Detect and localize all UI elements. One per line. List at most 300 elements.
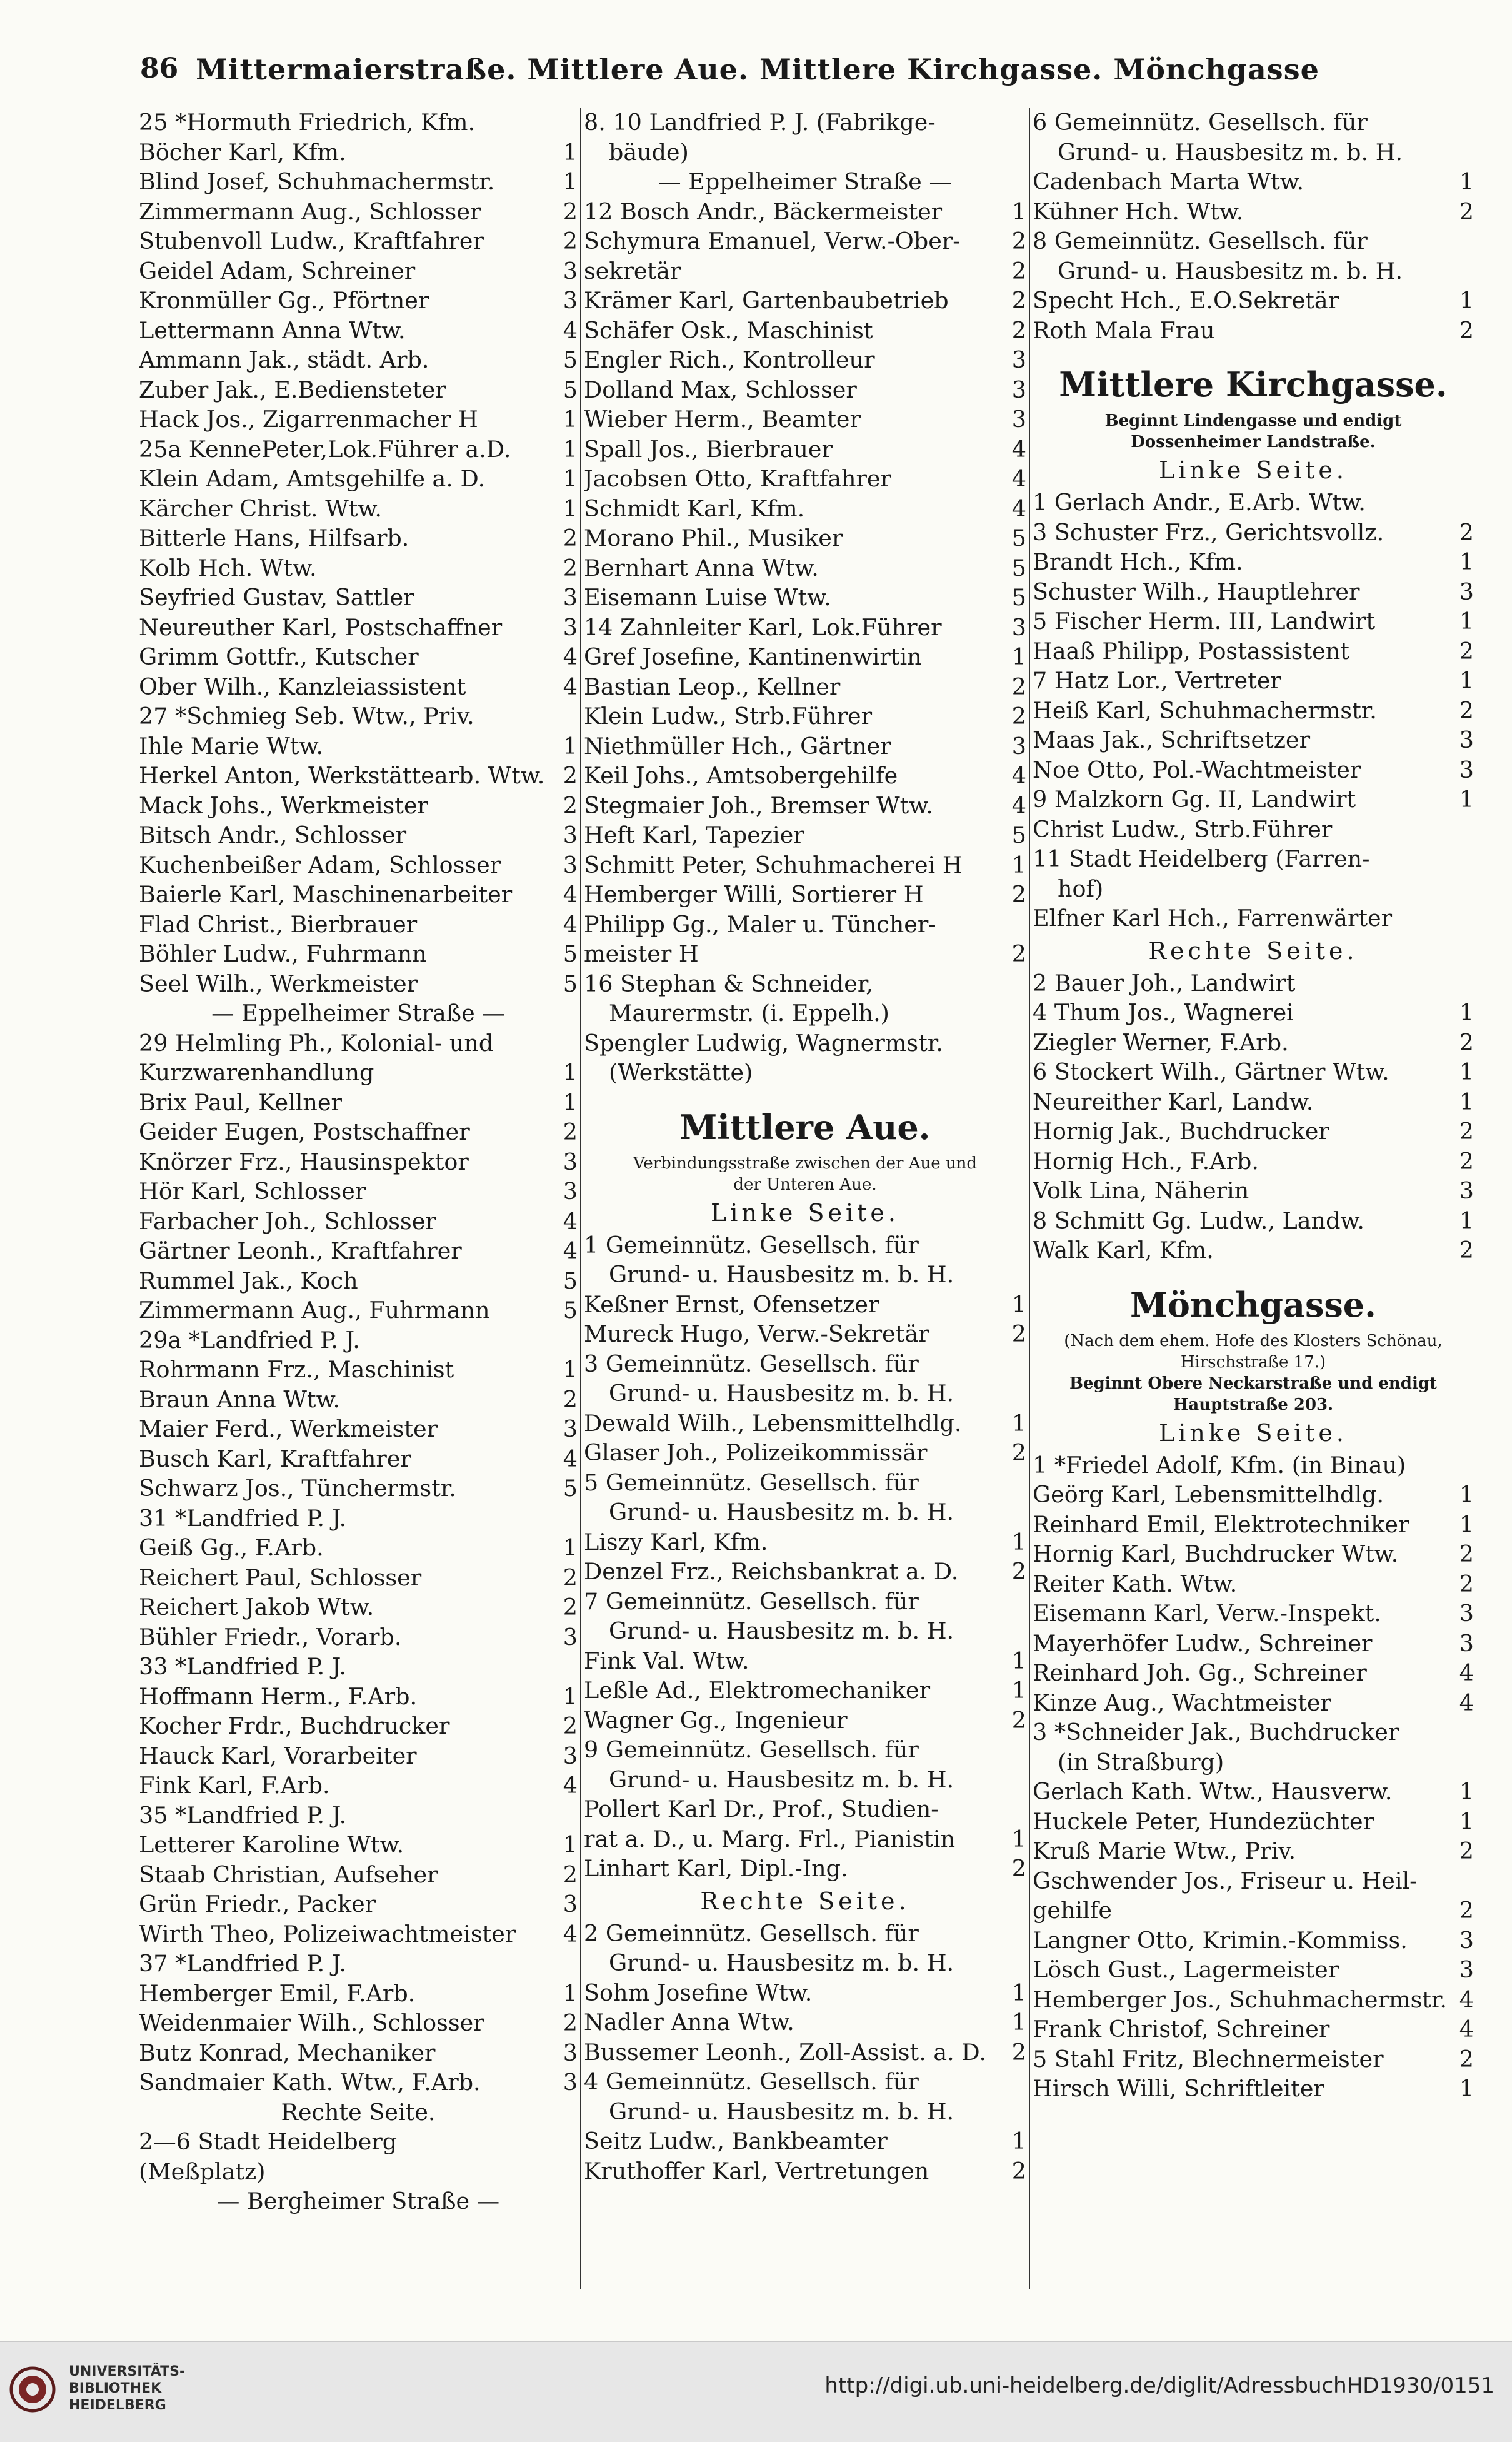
directory-entry (584, 108, 1026, 138)
directory-entry (1033, 1688, 1474, 1718)
directory-entry (139, 1652, 578, 1682)
entry-text: 7 Hatz Lor., Vertreter (1033, 667, 1281, 694)
directory-entry (1033, 316, 1474, 346)
directory-entry (1033, 1599, 1474, 1629)
floor-number: 5 (563, 346, 578, 373)
directory-entry (584, 167, 1026, 197)
entry-text: Grund- u. Hausbesitz m. b. H. (609, 1617, 954, 1644)
entry-text: Glaser Joh., Polizeikommissär (584, 1439, 928, 1466)
floor-number: 4 (563, 673, 578, 700)
entry-text: Schymura Emanuel, Verw.-Ober- (584, 228, 961, 254)
floor-number: 1 (1459, 1807, 1474, 1835)
entry-text: Gerlach Kath. Wtw., Hausverw. (1033, 1778, 1393, 1805)
floor-number: 2 (563, 1861, 578, 1888)
directory-entry (1033, 547, 1474, 577)
directory-entry (1033, 968, 1474, 998)
entry-text: Grund- u. Hausbesitz m. b. H. (1058, 257, 1403, 284)
directory-entry (584, 286, 1026, 316)
floor-number: 2 (1011, 703, 1026, 730)
directory-entry (584, 2038, 1026, 2068)
floor-number: 2 (1459, 1570, 1474, 1597)
directory-entry (1033, 998, 1474, 1028)
floor-number: 2 (1459, 637, 1474, 665)
directory-entry (584, 316, 1026, 346)
entry-text: 33 *Landfried P. J. (139, 1653, 347, 1680)
floor-number: 3 (1011, 613, 1026, 641)
entry-text: 3 Gemeinnütz. Gesellsch. für (584, 1350, 919, 1377)
side-label-left: Linke Seite. (1159, 1419, 1348, 1447)
floor-number: 2 (563, 1712, 578, 1739)
directory-entry (139, 404, 578, 435)
entry-text: Grund- u. Hausbesitz m. b. H. (1058, 138, 1403, 166)
directory-entry (139, 1711, 578, 1741)
directory-entry (584, 1438, 1026, 1468)
entry-text: 8 Schmitt Gg. Ludw., Landw. (1033, 1207, 1364, 1234)
directory-entry (139, 1830, 578, 1860)
directory-entry (1033, 1747, 1474, 1777)
entry-text: Fink Karl, F.Arb. (139, 1772, 330, 1799)
directory-entry (139, 1563, 578, 1593)
floor-number: 5 (563, 1267, 578, 1294)
entry-text: Keil Johs., Amtsobergehilfe (584, 762, 898, 789)
entry-text: Kolb Hch. Wtw. (139, 554, 317, 581)
mittlere-kirchgasse-left-entries (1033, 488, 1474, 933)
column-1 (139, 108, 578, 2296)
entry-text: 31 *Landfried P. J. (139, 1504, 347, 1532)
entry-text: Braun Anna Wtw. (139, 1385, 341, 1413)
entry-text: Hornig Hch., F.Arb. (1033, 1147, 1259, 1175)
entry-text: Grund- u. Hausbesitz m. b. H. (609, 2098, 954, 2125)
floor-number: 2 (1011, 1320, 1026, 1347)
entry-text: Kurzwarenhandlung (139, 1059, 374, 1086)
entry-text: bäude) (609, 138, 689, 166)
directory-entry (139, 1682, 578, 1712)
entry-text: Pollert Karl Dr., Prof., Studien- (584, 1796, 939, 1822)
directory-entry (139, 226, 578, 256)
floor-number: 1 (563, 1534, 578, 1561)
directory-entry (584, 1948, 1026, 1978)
entry-text: Krämer Karl, Gartenbaubetrieb (584, 287, 949, 314)
directory-entry (584, 553, 1026, 583)
floor-number: 1 (563, 435, 578, 463)
directory-entry (139, 1771, 578, 1801)
directory-entry (584, 731, 1026, 761)
directory-entry (139, 435, 578, 465)
column-divider (1029, 108, 1030, 2289)
floor-number: 1 (1459, 999, 1474, 1026)
floor-number: 4 (1011, 465, 1026, 492)
floor-number: 5 (1011, 525, 1026, 551)
directory-entry (1033, 1777, 1474, 1807)
entry-text: Kocher Frdr., Buchdrucker (139, 1712, 450, 1739)
seal-icon (9, 2366, 56, 2413)
entry-text: Schmidt Karl, Kfm. (584, 495, 805, 522)
directory-entry (139, 1622, 578, 1652)
entry-text: Wagner Gg., Ingenieur (584, 1706, 848, 1734)
floor-number: 2 (1459, 1237, 1474, 1264)
directory-entry (139, 701, 578, 731)
floor-number: 2 (563, 525, 578, 551)
entry-text: Letterer Karoline Wtw. (139, 1831, 404, 1858)
floor-number: 1 (563, 465, 578, 492)
directory-entry (139, 1801, 578, 1831)
directory-entry (584, 1978, 1026, 2008)
directory-entry (1033, 108, 1474, 138)
directory-entry (139, 2186, 578, 2216)
entry-text: 12 Bosch Andr., Bäckermeister (584, 198, 943, 225)
entry-text: Mack Johs., Werkmeister (139, 791, 428, 819)
directory-entry (584, 1319, 1026, 1349)
directory-entry (584, 820, 1026, 850)
entry-text: Schäfer Osk., Maschinist (584, 316, 873, 344)
floor-number: 2 (1011, 1558, 1026, 1585)
entry-text: Geidel Adam, Schreiner (139, 257, 416, 284)
entry-text: Hoffmann Herm., F.Arb. (139, 1682, 418, 1710)
entry-text: Lettermann Anna Wtw. (139, 316, 406, 344)
directory-entry (1033, 1896, 1474, 1926)
directory-entry (139, 791, 578, 821)
entry-text: 27 *Schmieg Seb. Wtw., Priv. (139, 703, 474, 730)
directory-entry (1033, 138, 1474, 168)
directory-entry (139, 1058, 578, 1088)
directory-entry (1033, 1717, 1474, 1747)
entry-text: Ammann Jak., städt. Arb. (139, 346, 429, 373)
floor-number: 2 (1459, 1118, 1474, 1145)
logo-line: UNIVERSITÄTS- (69, 2364, 186, 2379)
column-divider (580, 108, 581, 2289)
directory-entry (1033, 518, 1474, 548)
directory-entry (584, 880, 1026, 910)
directory-entry (139, 494, 578, 524)
floor-number: 1 (563, 495, 578, 522)
entry-text: Reinhard Joh. Gg., Schreiner (1033, 1659, 1367, 1686)
directory-entry (1033, 636, 1474, 666)
mittermaierstrasse-entries-cont (584, 108, 1026, 1088)
floor-number: 4 (563, 1920, 578, 1947)
entry-text: Elfner Karl Hch., Farrenwärter (1033, 905, 1393, 932)
entry-text: Hornig Jak., Buchdrucker (1033, 1118, 1329, 1145)
directory-entry (584, 345, 1026, 375)
entry-text: Staab Christian, Aufseher (139, 1861, 438, 1888)
floor-number: 3 (1459, 578, 1474, 605)
directory-entry (1033, 2044, 1474, 2074)
floor-number: 3 (563, 851, 578, 878)
entry-text: Reichert Jakob Wtw. (139, 1594, 374, 1620)
floor-number: 1 (1459, 2075, 1474, 2102)
entry-text: 29a *Landfried P. J. (139, 1326, 360, 1354)
directory-entry (1033, 2014, 1474, 2044)
entry-text: 2 Bauer Joh., Landwirt (1033, 969, 1296, 997)
directory-entry (1033, 1866, 1474, 1896)
floor-number: 2 (563, 228, 578, 254)
directory-entry (584, 1706, 1026, 1736)
directory-entry (139, 583, 578, 613)
entry-text: Reichert Paul, Schlosser (139, 1564, 422, 1591)
directory-entry (139, 1088, 578, 1118)
floor-number: 4 (563, 1772, 578, 1799)
floor-number: 2 (1011, 1706, 1026, 1734)
entry-text: Knörzer Frz., Hausinspektor (139, 1148, 469, 1175)
floor-number: 2 (1459, 1147, 1474, 1175)
floor-number: 1 (1011, 1290, 1026, 1318)
floor-number: 1 (563, 138, 578, 166)
directory-entry (584, 1497, 1026, 1527)
entry-text: 3 *Schneider Jak., Buchdrucker (1033, 1719, 1399, 1746)
directory-entry (1033, 666, 1474, 696)
floor-number: 4 (563, 316, 578, 344)
directory-entry (1033, 1147, 1474, 1177)
entry-text: Grund- u. Hausbesitz m. b. H. (609, 1949, 954, 1976)
directory-entry (139, 345, 578, 375)
directory-entry (139, 2068, 578, 2098)
floor-number: 4 (1011, 762, 1026, 789)
entry-text: 16 Stephan & Schneider, (584, 970, 873, 997)
viewer-footer (0, 2341, 1512, 2442)
entry-text: — Eppelheimer Straße — (211, 1000, 505, 1027)
entry-text: 25 *Hormuth Friedrich, Kfm. (139, 109, 476, 136)
directory-entry (1033, 1569, 1474, 1599)
directory-entry (139, 1295, 578, 1325)
page-header (133, 49, 1383, 93)
entry-text: Hauck Karl, Vorarbeiter (139, 1742, 417, 1769)
entry-text: Hornig Karl, Buchdrucker Wtw. (1033, 1540, 1399, 1567)
directory-entry (584, 1468, 1026, 1498)
permalink-url[interactable]: http://digi.ub.uni-heidelberg.de/diglit/AdressbuchHD1930/0151 (824, 2373, 1494, 2398)
floor-number: 4 (1459, 1689, 1474, 1716)
floor-number: 3 (1011, 376, 1026, 403)
directory-entry (139, 1355, 578, 1385)
entry-text: Gärtner Leonh., Kraftfahrer (139, 1237, 462, 1264)
directory-entry (1033, 1450, 1474, 1480)
entry-text: Böhler Ludw., Fuhrmann (139, 940, 427, 967)
page-number: 86 (140, 53, 179, 84)
directory-entry (139, 1028, 578, 1058)
entry-text: Butz Konrad, Mechaniker (139, 2039, 436, 2066)
floor-number: 1 (1011, 1647, 1026, 1674)
entry-text: 5 Stahl Fritz, Blechnermeister (1033, 2045, 1384, 2073)
directory-entry (139, 1266, 578, 1296)
entry-text: Schwarz Jos., Tünchermstr. (139, 1475, 456, 1502)
section-description: (Nach dem ehem. Hofe des Klosters Schönau, (1064, 1331, 1443, 1350)
floor-number: 1 (1459, 168, 1474, 195)
floor-number: 2 (1011, 257, 1026, 284)
entry-text: Rohrmann Frz., Maschinist (139, 1356, 454, 1383)
entry-text: Gschwender Jos., Friseur u. Heil- (1033, 1867, 1418, 1894)
entry-text: Kärcher Christ. Wtw. (139, 495, 382, 522)
directory-entry (1033, 844, 1474, 874)
entry-text: hof) (1058, 875, 1104, 902)
directory-entry (584, 1765, 1026, 1795)
mittlere-aue-left-entries (584, 1230, 1026, 1884)
entry-text: Hör Karl, Schlosser (139, 1178, 366, 1205)
floor-number: 1 (563, 1979, 578, 2007)
directory-entry (139, 969, 578, 999)
floor-number: 2 (1459, 1897, 1474, 1924)
entry-text: Neureither Karl, Landw. (1033, 1088, 1314, 1115)
floor-number: 1 (563, 168, 578, 195)
floor-number: 2 (1459, 696, 1474, 724)
directory-entry (584, 1735, 1026, 1765)
entry-text: Bühler Friedr., Vorarb. (139, 1623, 402, 1651)
section-description: Verbindungsstraße zwischen der Aue und (633, 1153, 978, 1173)
floor-number: 4 (563, 1237, 578, 1264)
entry-text: Specht Hch., E.O.Sekretär (1033, 287, 1339, 314)
directory-entry (139, 108, 578, 138)
floor-number: 4 (1459, 1659, 1474, 1686)
directory-entry (139, 731, 578, 761)
directory-entry (139, 1207, 578, 1237)
directory-entry (584, 2156, 1026, 2186)
directory-entry (584, 2067, 1026, 2097)
floor-number: 1 (563, 1088, 578, 1116)
floor-number: 1 (1011, 1677, 1026, 1704)
directory-entry (584, 910, 1026, 940)
floor-number: 1 (563, 1356, 578, 1383)
floor-number: 5 (563, 970, 578, 997)
entry-text: Farbacher Joh., Schlosser (139, 1207, 436, 1235)
entry-text: Grund- u. Hausbesitz m. b. H. (609, 1766, 954, 1793)
entry-text: Grund- u. Hausbesitz m. b. H. (609, 1380, 954, 1407)
directory-entry (584, 1646, 1026, 1676)
entry-text: Neureuther Karl, Postschaffner (139, 613, 503, 641)
entry-text: — Bergheimer Straße — (216, 2188, 500, 2214)
entry-text: Walk Karl, Kfm. (1033, 1237, 1214, 1264)
entry-text: Dolland Max, Schlosser (584, 376, 857, 403)
entry-text: Heft Karl, Tapezier (584, 822, 804, 848)
entry-text: Bernhart Anna Wtw. (584, 554, 819, 581)
entry-text: 2 Gemeinnütz. Gesellsch. für (584, 1919, 919, 1947)
floor-number: 1 (1459, 667, 1474, 694)
entry-text: Mayerhöfer Ludw., Schreiner (1033, 1629, 1373, 1657)
floor-number: 3 (1459, 1629, 1474, 1657)
entry-text: Zuber Jak., E.Bediensteter (139, 376, 446, 403)
directory-entry (139, 2098, 578, 2128)
entry-text: (in Straßburg) (1058, 1748, 1224, 1776)
floor-number: 2 (1459, 518, 1474, 546)
floor-number: 2 (563, 2009, 578, 2036)
directory-entry (584, 256, 1026, 286)
directory-entry (139, 286, 578, 316)
directory-entry (584, 998, 1026, 1028)
directory-entry (1033, 577, 1474, 607)
directory-entry (584, 1557, 1026, 1587)
entry-text: Hemberger Emil, F.Arb. (139, 1979, 416, 2007)
directory-entry (584, 1379, 1026, 1409)
entry-text: Mureck Hugo, Verw.-Sekretär (584, 1320, 929, 1347)
floor-number: 2 (1459, 1540, 1474, 1567)
directory-entry (584, 2126, 1026, 2156)
floor-number: 3 (563, 613, 578, 641)
directory-entry (1033, 2074, 1474, 2104)
floor-number: 2 (563, 762, 578, 789)
directory-entry (139, 2127, 578, 2157)
entry-text: Baierle Karl, Maschinenarbeiter (139, 881, 513, 908)
floor-number: 3 (563, 1891, 578, 1917)
directory-entry (1033, 1955, 1474, 1985)
directory-entry (139, 939, 578, 969)
floor-number: 3 (563, 2069, 578, 2096)
floor-number: 2 (1011, 940, 1026, 967)
floor-number: 1 (563, 732, 578, 760)
entry-text: 25a KennePeter,Lok.Führer a.D. (139, 435, 511, 463)
floor-number: 5 (1011, 584, 1026, 611)
entry-text: 6 Gemeinnütz. Gesellsch. für (1033, 109, 1368, 136)
floor-number: 2 (563, 791, 578, 819)
directory-entry (1033, 1087, 1474, 1117)
floor-number: 2 (563, 1564, 578, 1591)
directory-entry (139, 167, 578, 197)
entry-text: (Werkstätte) (609, 1059, 753, 1086)
floor-number: 3 (1459, 756, 1474, 783)
floor-number: 1 (1459, 1207, 1474, 1234)
entry-text: Eisemann Karl, Verw.-Inspekt. (1033, 1600, 1381, 1627)
floor-number: 3 (563, 1742, 578, 1769)
floor-number: 4 (563, 1207, 578, 1235)
entry-text: Ziegler Werner, F.Arb. (1033, 1028, 1289, 1056)
entry-text: Liszy Karl, Kfm. (584, 1528, 768, 1555)
directory-entry (1033, 256, 1474, 286)
directory-entry (139, 256, 578, 286)
directory-entry (139, 1919, 578, 1949)
floor-number: 5 (563, 376, 578, 403)
directory-entry (1033, 1117, 1474, 1147)
floor-number: 3 (1011, 732, 1026, 760)
entry-text: Roth Mala Frau (1033, 316, 1215, 344)
directory-entry (1033, 167, 1474, 197)
directory-entry (1033, 226, 1474, 256)
entry-text: 5 Gemeinnütz. Gesellsch. für (584, 1469, 919, 1496)
entry-text: 6 Stockert Wilh., Gärtner Wtw. (1033, 1058, 1389, 1085)
entry-text: Bitterle Hans, Hilfsarb. (139, 525, 409, 551)
mittlere-kirchgasse-right-entries (1033, 968, 1474, 1265)
directory-entry (139, 672, 578, 702)
floor-number: 1 (563, 1831, 578, 1858)
directory-entry (584, 138, 1026, 168)
floor-number: 3 (563, 1623, 578, 1651)
floor-number: 2 (1011, 287, 1026, 314)
directory-entry (139, 138, 578, 168)
floor-number: 3 (1459, 1177, 1474, 1204)
directory-entry (139, 2038, 578, 2068)
entry-text: 1 Gemeinnütz. Gesellsch. für (584, 1231, 919, 1259)
directory-entry (139, 1979, 578, 2009)
entry-text: Seitz Ludw., Bankbeamter (584, 2128, 888, 2154)
entry-text: Kinze Aug., Wachtmeister (1033, 1689, 1331, 1716)
floor-number: 1 (1459, 1481, 1474, 1508)
entry-text: Bitsch Andr., Schlosser (139, 822, 407, 848)
library-logo[interactable] (9, 2362, 271, 2424)
floor-number: 3 (563, 257, 578, 284)
directory-entry (1033, 903, 1474, 933)
floor-number: 2 (1011, 1439, 1026, 1466)
directory-entry (584, 1058, 1026, 1088)
entry-text: Grund- u. Hausbesitz m. b. H. (609, 1261, 954, 1288)
floor-number: 4 (1011, 791, 1026, 819)
floor-number: 1 (1459, 1058, 1474, 1085)
section-description: der Unteren Aue. (733, 1175, 877, 1194)
entry-text: Maas Jak., Schriftsetzer (1033, 726, 1311, 753)
entry-text: Zimmermann Aug., Fuhrmann (139, 1297, 490, 1324)
floor-number: 4 (563, 881, 578, 908)
floor-number: 3 (1459, 1926, 1474, 1954)
logo-line: HEIDELBERG (69, 2398, 166, 2413)
column-2 (584, 108, 1026, 2296)
floor-number: 2 (563, 554, 578, 581)
section-description: Beginnt Lindengasse und endigt (1104, 411, 1402, 430)
floor-number: 1 (1459, 786, 1474, 813)
directory-entry (584, 464, 1026, 494)
entry-text: Hemberger Jos., Schuhmachermstr. (1033, 1986, 1448, 2013)
